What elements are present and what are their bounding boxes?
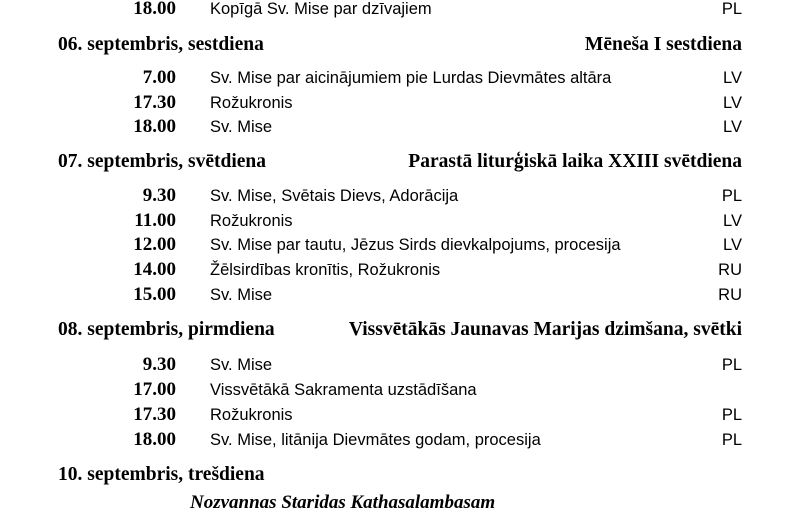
entry-description: Sv. Mise, Svētais Dievs, Adorācija	[210, 187, 459, 205]
day-header	[0, 462, 800, 488]
entry-description: Sv. Mise par tautu, Jēzus Sirds dievkalpojums, procesija	[210, 236, 621, 254]
day-date: 07. septembris, svētdiena	[58, 151, 266, 172]
day-header	[0, 149, 800, 175]
entry-time: 12.00	[133, 234, 176, 255]
schedule-entry	[0, 66, 800, 90]
day-date: 10. septembris, trešdiena	[58, 464, 265, 485]
entry-time: 18.00	[133, 429, 176, 450]
entry-time: 18.00	[133, 116, 176, 137]
entry-description: Sv. Mise par aicinājumiem pie Lurdas Dievmātes altāra	[210, 69, 612, 87]
entry-description: Sv. Mise, litānija Dievmātes godam, procesija	[210, 431, 541, 449]
entry-time: 14.00	[133, 259, 176, 280]
entry-language: PL	[721, 356, 742, 374]
entry-description: Kopīgā Sv. Mise par dzīvajiem	[210, 0, 432, 18]
entry-time: 15.00	[133, 284, 176, 305]
day-feast: Parastā liturģiskā laika XXIII svētdiena	[408, 151, 742, 172]
entry-description: Sv. Mise	[210, 286, 273, 304]
entry-language: PL	[721, 187, 742, 205]
schedule-entry	[0, 428, 800, 452]
day-header	[0, 317, 800, 343]
entry-language: LV	[723, 236, 742, 254]
entry-description: Rožukronis	[210, 212, 293, 230]
entry-language: RU	[718, 286, 742, 304]
entry-language: LV	[723, 94, 742, 112]
entry-language: LV	[723, 118, 742, 136]
schedule-entry	[0, 403, 800, 427]
entry-language: PL	[721, 431, 742, 449]
schedule-entry	[0, 258, 800, 282]
entry-time: 17.00	[133, 379, 176, 400]
schedule-entry	[0, 115, 800, 139]
entry-time: 9.30	[142, 185, 176, 206]
entry-language: LV	[723, 212, 742, 230]
schedule-entry	[0, 283, 800, 307]
schedule-entry	[0, 184, 800, 208]
entry-time: 11.00	[134, 210, 176, 231]
entry-language: LV	[723, 69, 742, 87]
entry-time: 7.00	[142, 67, 176, 88]
entry-time: 18.00	[133, 0, 176, 19]
schedule-entry	[0, 209, 800, 233]
schedule-entry	[0, 233, 800, 257]
entry-time: 9.30	[142, 354, 176, 375]
day-date: 06. septembris, sestdiena	[58, 34, 264, 55]
entry-description: Sv. Mise	[210, 118, 273, 136]
schedule-entry	[0, 91, 800, 115]
schedule-entry	[0, 0, 800, 21]
entry-description: Žēlsirdības kronītis, Rožukronis	[210, 261, 441, 279]
cut-off-heading: Nozvannas Staridas Kathasalambasam	[190, 492, 496, 513]
day-feast: Mēneša I sestdiena	[584, 34, 742, 55]
entry-description: Sv. Mise	[210, 356, 273, 374]
entry-time: 17.30	[133, 404, 176, 425]
entry-description: Rožukronis	[210, 406, 293, 424]
entry-language: RU	[718, 261, 742, 279]
day-header	[0, 32, 800, 58]
entry-time: 17.30	[133, 92, 176, 113]
day-feast: Vissvētākās Jaunavas Marijas dzimšana, svētki	[348, 319, 742, 340]
schedule-entry	[0, 378, 800, 402]
schedule-entry	[0, 353, 800, 377]
entry-language: PL	[721, 406, 742, 424]
day-date: 08. septembris, pirmdiena	[58, 319, 275, 340]
entry-description: Vissvētākā Sakramenta uzstādīšana	[210, 381, 477, 399]
entry-language: PL	[721, 0, 742, 18]
entry-description: Rožukronis	[210, 94, 293, 112]
